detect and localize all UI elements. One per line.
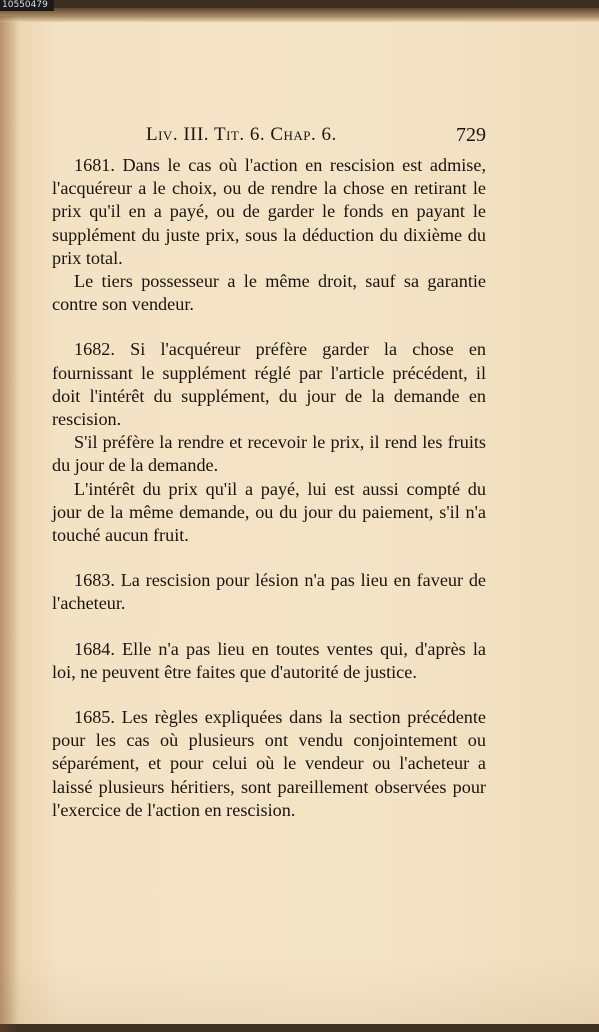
scan-id-label: 10550479 (0, 0, 54, 11)
article-1684: 1684. Elle n'a pas lieu en toutes ventes qui, d'après la loi, ne peuvent être faites que d'autorité de justice. (52, 638, 486, 682)
page-number: 729 (456, 124, 486, 146)
article-1682-para-2: S'il préfère la rendre et recevoir le prix, il rend les fruits du jour de la demande. (52, 432, 486, 476)
running-head: Liv. III. Tit. 6. Chap. 6. (146, 124, 337, 145)
article-1681-para-2: Le tiers possesseur a le même droit, sauf sa garantie contre son vendeur. (52, 271, 486, 315)
paper-smudge (0, 958, 599, 1032)
body-text (52, 154, 486, 822)
article-1682-para-3: L'intérêt du prix qu'il a payé, lui est aussi compté du jour de la même demande, ou du jour du paiement, s'il n'a touché aucun fruit. (52, 478, 486, 546)
article-1682-para-1: 1682. Si l'acquéreur préfère garder la chose en fournissant le supplément réglé par l'article précédent, il doit l'intérêt du supplément, du jour de la demande en rescision. (52, 339, 486, 430)
page-top-edge (0, 8, 599, 22)
article-1681-para-1: 1681. Dans le cas où l'action en rescision est admise, l'acquéreur a le choix, ou de rendre la chose en retirant le prix qu'il en a payé, ou de garder le fonds en payant le supplément du juste prix, sous la déduction du dixième du prix total. (52, 155, 486, 268)
article-1685: 1685. Les règles expliquées dans la section précédente pour les cas où plusieurs ont vendu conjointement ou séparément, et pour celui où le vendeur ou l'acheteur a laissé plusieurs héritiers, sont pareillement observées pour l'exercice de l'action en rescision. (52, 707, 486, 820)
book-page (0, 8, 599, 1024)
page-header (146, 124, 486, 148)
article-1683: 1683. La rescision pour lésion n'a pas lieu en faveur de l'acheteur. (52, 570, 486, 614)
spine-shadow (0, 16, 18, 1032)
